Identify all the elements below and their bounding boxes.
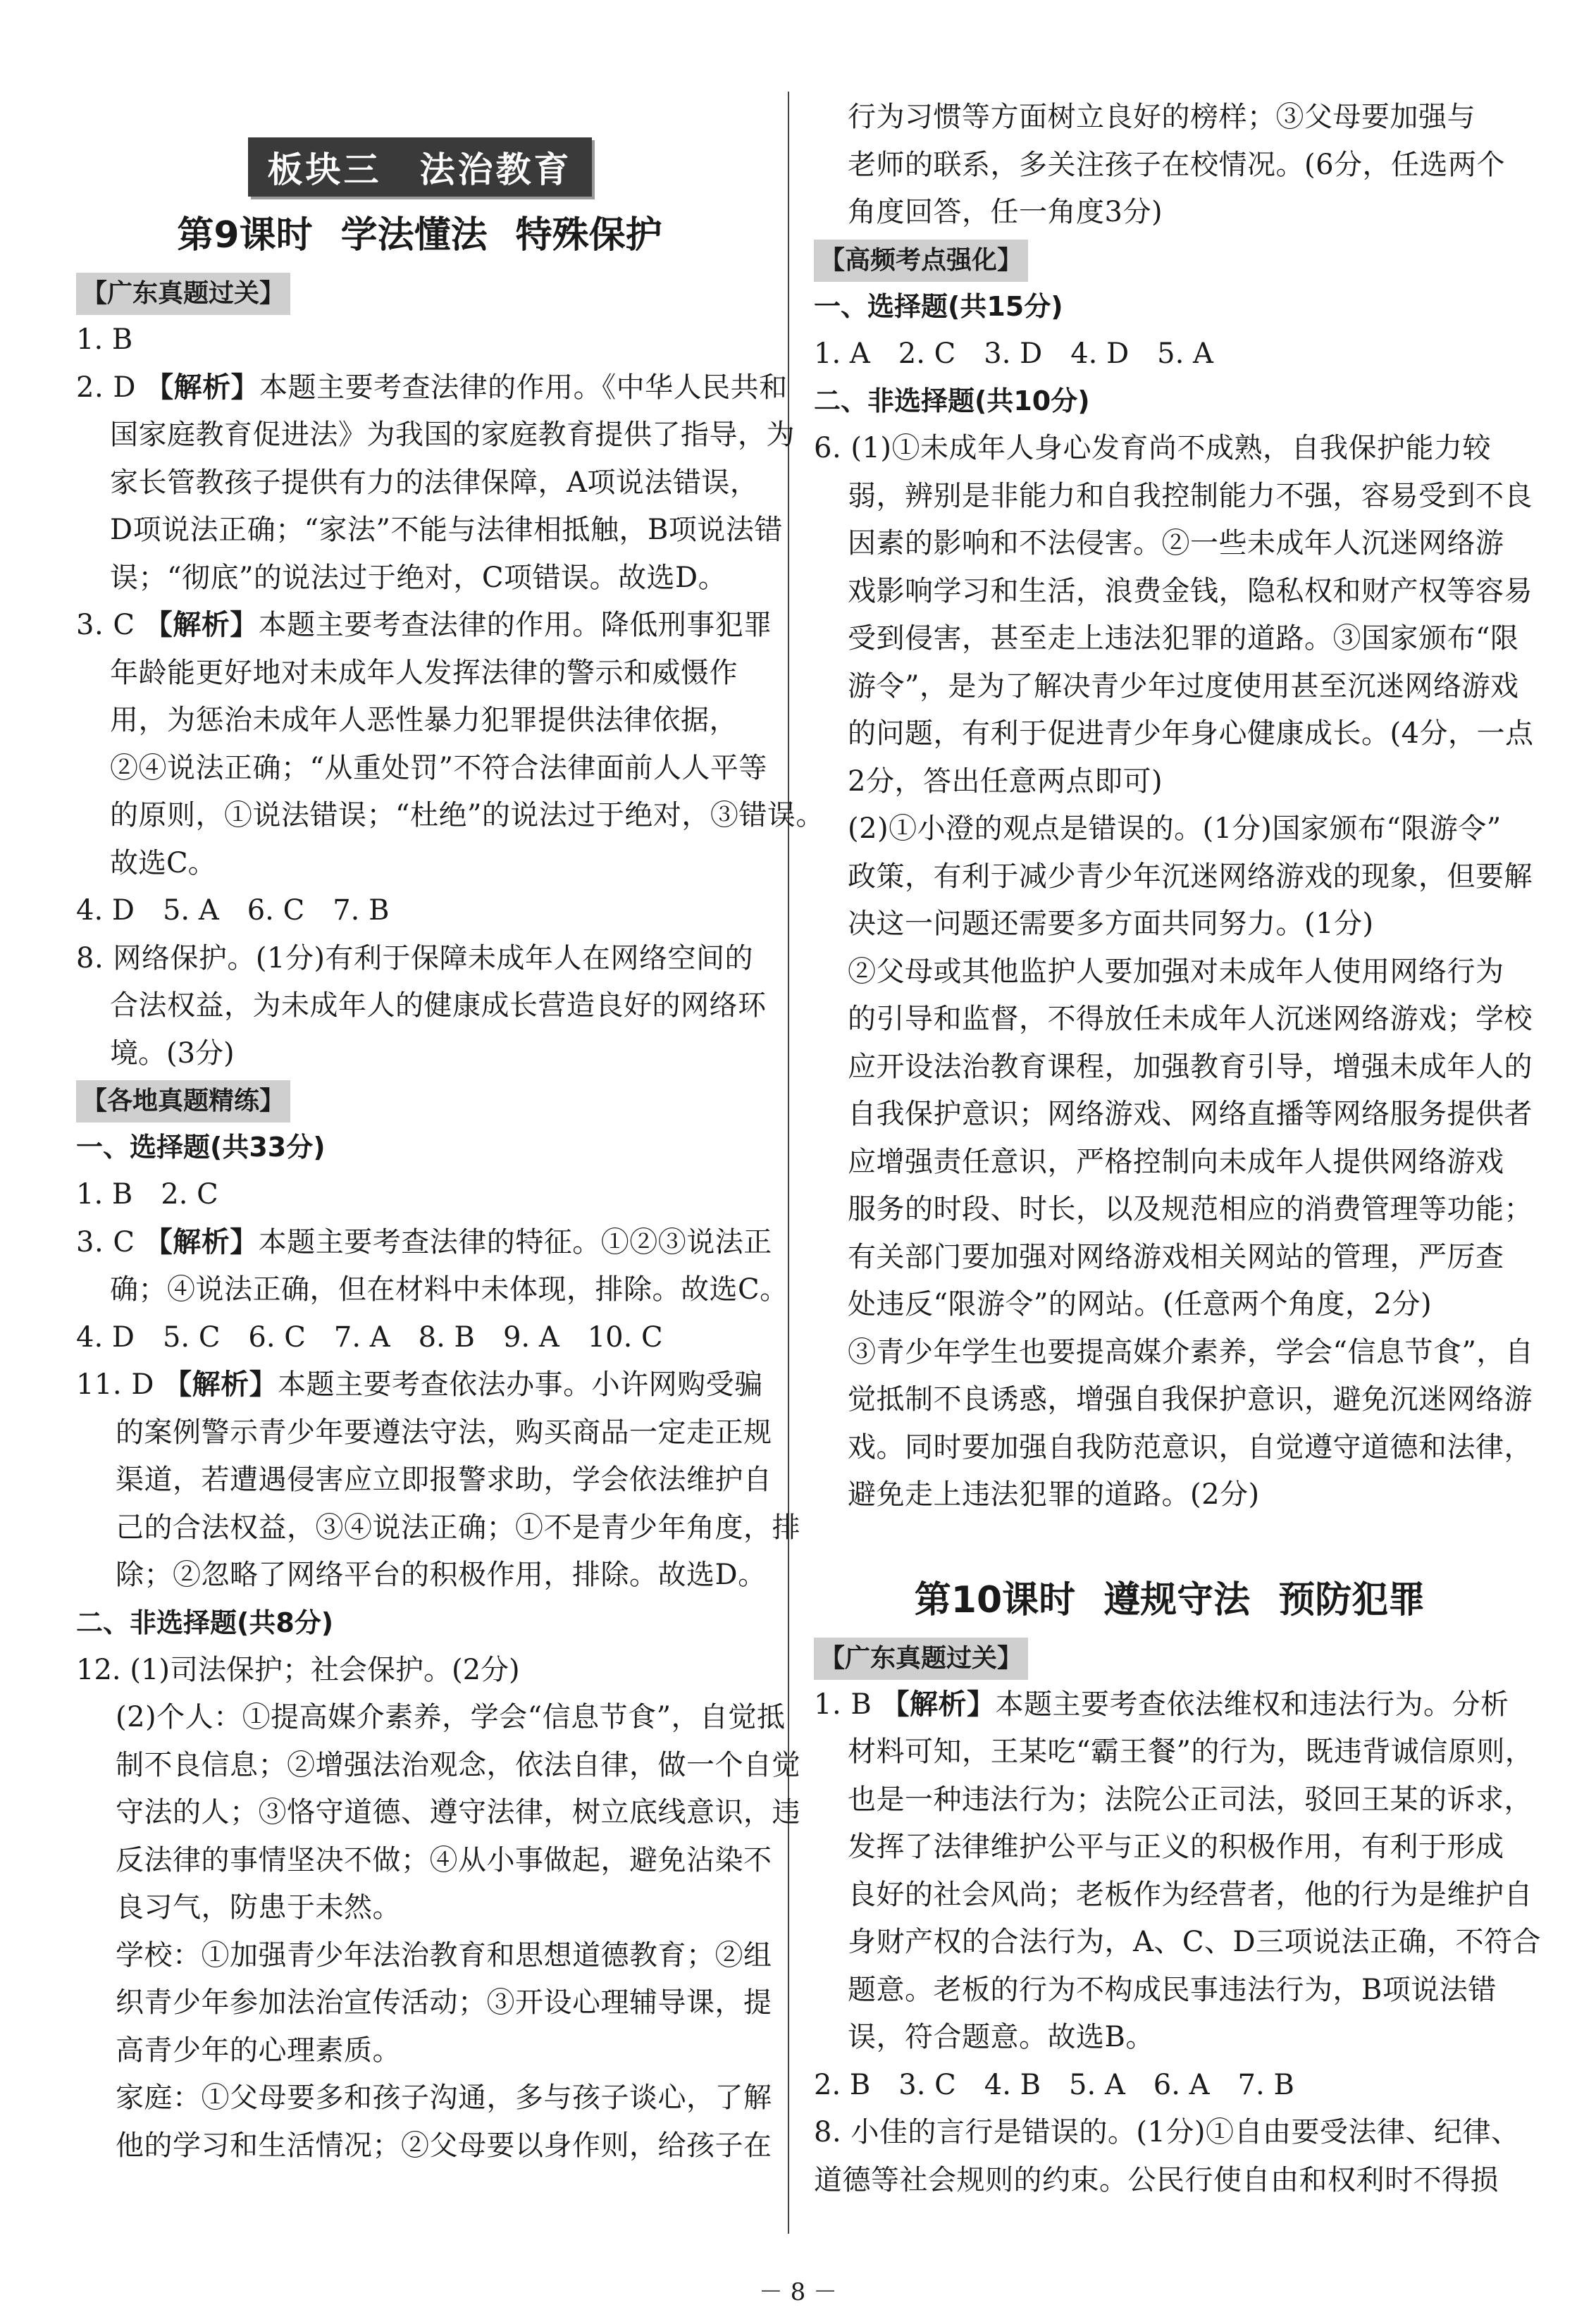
- answer-line: 受到侵害，甚至走上违法犯罪的道路。③国家颁布“限: [848, 622, 1519, 655]
- analysis-marker: 【解析】: [144, 609, 259, 641]
- answer-line: 高青少年的心理素质。: [116, 2034, 401, 2067]
- answer-line: 发挥了法律维护公平与正义的积极作用，有利于形成: [848, 1831, 1504, 1863]
- answer-line: ②④说法正确；“从重处罚”不符合法律面前人人平等: [110, 751, 767, 784]
- answer-line: 8. 网络保护。(1分)有利于保障未成年人在网络空间的: [76, 941, 754, 975]
- answer-line: (2)①小澄的观点是错误的。(1分)国家颁布“限游令”: [848, 812, 1502, 845]
- answer-line: 服务的时段、时长，以及规范相应的消费管理等功能；: [848, 1193, 1533, 1225]
- answer-line: 境。(3分): [110, 1037, 235, 1070]
- answer-line: 戏影响学习和生活，浪费金钱，隐私权和财产权等容易: [848, 574, 1533, 607]
- answer-line: 家庭：①父母要多和孩子沟通，多与孩子谈心，了解: [116, 2082, 772, 2114]
- lesson9-subtitle-2: 特殊保护: [515, 214, 662, 256]
- answer-line: 1. B: [76, 323, 133, 356]
- right-column: [814, 94, 1542, 2204]
- tag-high-frequency: 【高频考点强化】: [814, 240, 1028, 282]
- answer-line: 也是一种违法行为；法院公正司法，驳回王某的诉求，: [848, 1783, 1533, 1816]
- answer-line: 4. D 5. C 6. C 7. A 8. B 9. A 10. C: [76, 1321, 663, 1354]
- analysis-marker: 【解析】: [145, 371, 260, 404]
- answer-line: (2)个人：①提高媒介素养，学会“信息节食”，自觉抵: [116, 1701, 786, 1733]
- lesson9-title: [76, 204, 763, 267]
- answer-line: 游令”，是为了解决青少年过度使用甚至沉迷网络游戏: [848, 669, 1519, 703]
- answer-line: 2. B 3. C 4. B 5. A 6. A 7. B: [814, 2068, 1294, 2101]
- answer-line: 老师的联系，多关注孩子在校情况。(6分，任选两个: [848, 148, 1506, 181]
- answer-line: 他的学习和生活情况；②父母要以身作则，给孩子在: [116, 2129, 772, 2162]
- analysis-marker: 【解析】: [144, 1225, 259, 1258]
- answer-line: 1. B 【解析】本题主要考查依法维权和违法行为。分析: [814, 1688, 1509, 1721]
- answer-line: 的引导和监督，不得放任未成年人沉迷网络游戏；学校: [848, 1003, 1533, 1035]
- answer-line: 守法的人；③恪守道德、遵守法律，树立底线意识，违: [116, 1796, 800, 1829]
- answer-line: 自我保护意识；网络游戏、网络直播等网络服务提供者: [848, 1098, 1533, 1130]
- answer-line: 避免走上违法犯罪的道路。(2分): [848, 1478, 1260, 1511]
- answer-line: 道德等社会规则的约束。公民行使自由和权利时不得损: [814, 2163, 1499, 2196]
- lesson9-subtitle-1: 学法懂法: [340, 214, 488, 256]
- answer-line: ③青少年学生也要提高媒介素养，学会“信息节食”，自: [848, 1335, 1534, 1368]
- answer-line: 除；②忽略了网络平台的积极作用，排除。故选D。: [116, 1559, 767, 1591]
- lesson10-subtitle-2: 预防犯罪: [1278, 1578, 1425, 1621]
- answer-line: 应开设法治教育课程，加强教育引导，增强未成年人的: [848, 1050, 1533, 1083]
- analysis-marker: 【解析】: [881, 1688, 996, 1721]
- answer-line: 角度回答，任一角度3分): [848, 196, 1163, 228]
- answer-line: 决这一问题还需要多方面共同努力。(1分): [848, 908, 1374, 940]
- page-number: － 8 －: [758, 2278, 838, 2306]
- answer-line: 制不良信息；②增强法治观念，依法自律，做一个自觉: [116, 1748, 800, 1781]
- answer-line: 材料可知，王某吃“霸王餐”的行为，既违背诚信原则，: [848, 1736, 1534, 1768]
- analysis-marker: 【解析】: [163, 1368, 278, 1401]
- answer-line: 身财产权的合法行为，A、C、D三项说法正确，不符合: [848, 1926, 1542, 1958]
- answer-line: 戏。同时要加强自我防范意识，自觉遵守道德和法律，: [848, 1430, 1533, 1464]
- answer-line: 应增强责任意识，严格控制向未成年人提供网络游戏: [848, 1145, 1504, 1178]
- answer-line: 12. (1)司法保护；社会保护。(2分): [76, 1653, 520, 1686]
- answer-line: 的问题，有利于促进青少年身心健康成长。(4分，一点: [848, 717, 1534, 750]
- answer-line: 国家庭教育促进法》为我国的家庭教育提供了指导，为: [110, 419, 795, 451]
- lesson10-number: 第10课时: [914, 1578, 1076, 1621]
- answer-line: 觉抵制不良诱惑，增强自我保护意识，避免沉迷网络游: [848, 1383, 1533, 1416]
- answer-line: 渠道，若遭遇侵害应立即报警求助，学会依法维护自: [116, 1464, 772, 1496]
- answer-line: 题意。老板的行为不构成民事违法行为，B项说法错: [848, 1973, 1497, 2006]
- answer-line: 己的合法权益，③④说法正确；①不是青少年角度，排: [116, 1511, 800, 1544]
- answer-line: 年龄能更好地对未成年人发挥法律的警示和威慑作: [110, 656, 738, 689]
- answer-line: 的原则，①说法错误；“杜绝”的说法过于绝对，③错误。: [110, 799, 824, 831]
- answer-line: 政策，有利于减少青少年沉迷网络游戏的现象，但要解: [848, 860, 1533, 893]
- heading-choice: 一、选择题(共15分): [814, 290, 1063, 322]
- section-banner: 板块三 法治教育: [248, 137, 592, 197]
- lesson9-number: 第9课时: [177, 214, 313, 256]
- answer-line: 弱，辨别是非能力和自我控制能力不强，容易受到不良: [848, 479, 1533, 512]
- answer-line: ②父母或其他监护人要加强对未成年人使用网络行为: [848, 955, 1504, 988]
- heading-nonchoice: 二、非选择题(共10分): [814, 385, 1090, 416]
- answer-line: 织青少年参加法治宣传活动；③开设心理辅导课，提: [116, 1986, 772, 2019]
- answer-line: 家长管教孩子提供有力的法律保障，A项说法错误，: [110, 466, 759, 499]
- lesson10-title: [814, 1569, 1526, 1632]
- answer-line: 2分，答出任意两点即可): [848, 765, 1163, 798]
- answer-line: 1. B 2. C: [76, 1178, 218, 1211]
- tag-guangdong: 【广东真题过关】: [76, 273, 290, 315]
- answer-line: 有关部门要加强对网络游戏相关网站的管理，严厉查: [848, 1240, 1504, 1273]
- answer-line: 8. 小佳的言行是错误的。(1分)①自由要受法律、纪律、: [814, 2116, 1520, 2148]
- answer-line: 6. (1)①未成年人身心发育尚不成熟，自我保护能力较: [814, 432, 1492, 464]
- answer-line: D项说法正确；“家法”不能与法律相抵触，B项说法错: [110, 514, 783, 546]
- answer-line: 合法权益，为未成年人的健康成长营造良好的网络环: [110, 989, 767, 1022]
- heading-nonchoice: 二、非选择题(共8分): [76, 1607, 334, 1638]
- answer-line: 3. C 【解析】本题主要考查法律的特征。①②③说法正: [76, 1225, 772, 1258]
- answer-line: 1. A 2. C 3. D 4. D 5. A: [814, 337, 1213, 370]
- left-column: [76, 88, 824, 2170]
- lesson10-subtitle-1: 遵规守法: [1103, 1578, 1251, 1621]
- answer-line: 良好的社会风尚；老板作为经营者，他的行为是维护自: [848, 1878, 1533, 1911]
- answer-line: 11. D 【解析】本题主要考查依法办事。小许网购受骗: [76, 1368, 763, 1401]
- tag-regional: 【各地真题精练】: [76, 1080, 290, 1122]
- heading-choice: 一、选择题(共33分): [76, 1132, 326, 1163]
- answer-line: 因素的影响和不法侵害。②一些未成年人沉迷网络游: [848, 527, 1504, 559]
- answer-line: 3. C 【解析】本题主要考查法律的作用。降低刑事犯罪: [76, 609, 772, 641]
- answer-line: 确；④说法正确，但在材料中未体现，排除。故选C。: [110, 1273, 788, 1306]
- answer-line: 故选C。: [110, 846, 216, 879]
- answer-line: 学校：①加强青少年法治教育和思想道德教育；②组: [116, 1938, 772, 1972]
- answer-line: 2. D 【解析】本题主要考查法律的作用。《中华人民共和: [76, 371, 788, 404]
- answer-line: 的案例警示青少年要遵法守法，购买商品一定走正规: [116, 1416, 772, 1449]
- answer-line: 误，符合题意。故选B。: [848, 2021, 1154, 2053]
- tag-guangdong: 【广东真题过关】: [814, 1638, 1028, 1680]
- answer-line: 处违反“限游令”的网站。(任意两个角度，2分): [848, 1288, 1433, 1321]
- answer-line: 误；“彻底”的说法过于绝对，C项错误。故选D。: [110, 561, 727, 594]
- answer-line: 行为习惯等方面树立良好的榜样；③父母要加强与: [848, 101, 1476, 133]
- answer-line: 反法律的事情坚决不做；④从小事做起，避免沾染不: [116, 1843, 772, 1876]
- answer-line: 良习气，防患于未然。: [116, 1891, 401, 1924]
- answer-line: 用，为惩治未成年人恶性暴力犯罪提供法律依据，: [110, 704, 738, 736]
- answer-line: 4. D 5. A 6. C 7. B: [76, 894, 390, 927]
